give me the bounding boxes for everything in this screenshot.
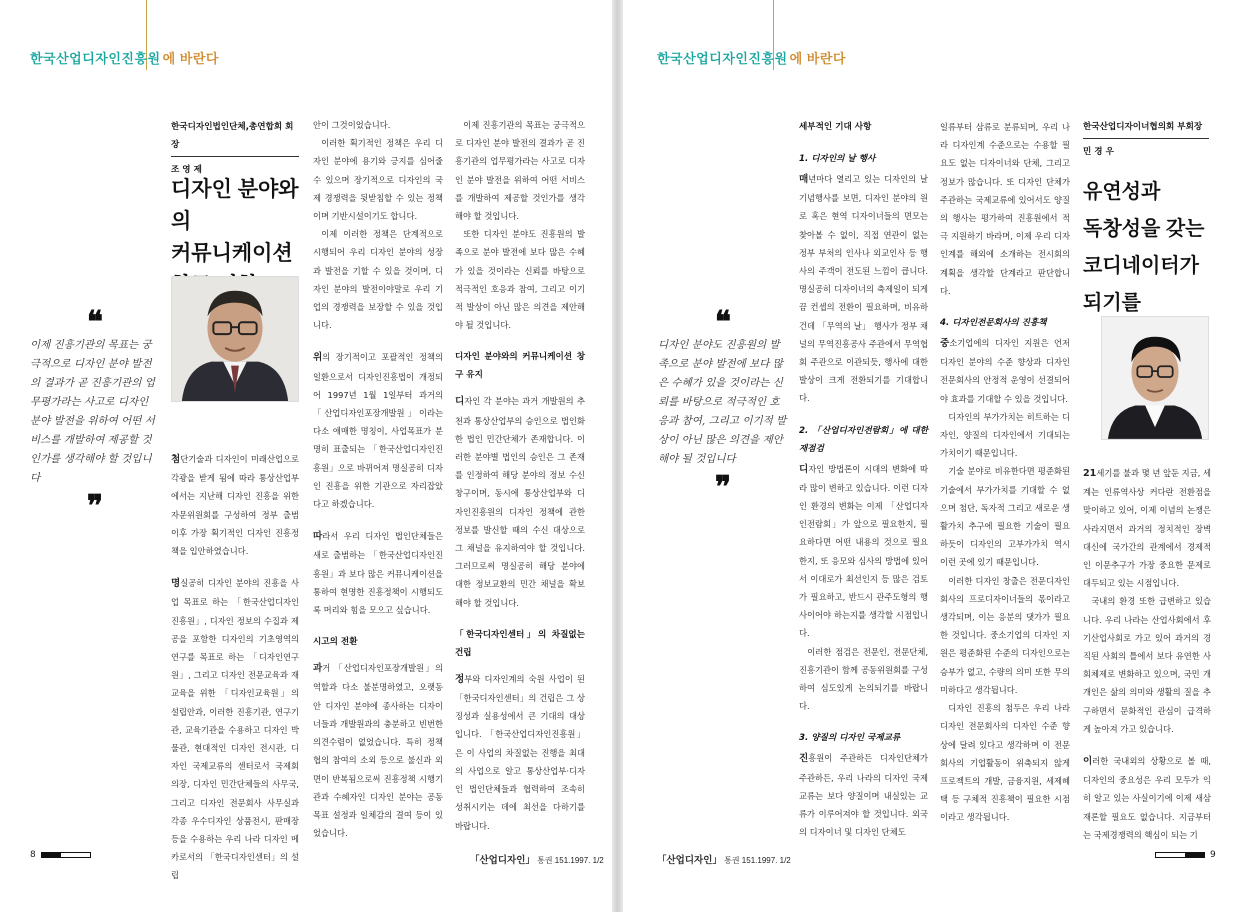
paragraph bbox=[940, 118, 1070, 300]
footer-magazine: 「산업디자인」 bbox=[470, 855, 535, 866]
title-line: 독창성을 갖는 bbox=[1083, 218, 1205, 240]
paragraph bbox=[940, 408, 1070, 463]
paragraph bbox=[799, 643, 928, 716]
paragraph bbox=[799, 460, 928, 643]
subsection-heading: 2. 「산업디자인전람회」에 대한 재점검 bbox=[799, 425, 928, 454]
header-tail: 에 바란다 bbox=[789, 51, 846, 66]
title-line: 코디네이터가 bbox=[1083, 255, 1199, 277]
paragraph bbox=[940, 334, 1070, 408]
header-org: 한국산업디자인진흥원 bbox=[30, 51, 161, 66]
paragraph-text: 이러한 획기적인 정책은 우리 디자인 분야에 용기와 긍지를 심어줄 수 있으며 장기적으로 디자인의 국제 경쟁력을 뒷받침할 수 있는 정책이며 기반시설이기도 합니다. bbox=[313, 138, 443, 222]
paragraph-text: 세기를 불과 몇 년 앞둔 지금, 세계는 인류역사상 커다란 전환점을 맞이하고 있어, 이제 이념의 논쟁은 사라지면서 과거의 정치적인 장벽 대신에 국가간의 관계에서 경제적인 이문추구가 가장 중요한 문제로 대두되고 있는 시점입니다. bbox=[1083, 468, 1211, 589]
quote-open-icon: ❝ bbox=[86, 305, 104, 340]
page-number-text: 9 bbox=[1210, 850, 1216, 860]
page-bar bbox=[1155, 852, 1205, 858]
quote-open-icon: ❝ bbox=[714, 305, 732, 340]
drop-cap: 21 bbox=[1083, 468, 1097, 479]
paragraph bbox=[455, 116, 585, 225]
drop-cap: 정 bbox=[455, 673, 465, 685]
drop-cap: 따 bbox=[313, 531, 323, 543]
author-name: 민 경 우 bbox=[1083, 147, 1114, 157]
footer-magazine: 「산업디자인」 bbox=[657, 855, 722, 866]
paragraph bbox=[313, 225, 443, 334]
section-heading: 디자인 분야와의 커뮤니케이션 창구 유지 bbox=[455, 352, 585, 381]
paragraph-text: 의 장기적이고 포괄적인 정책의 일환으로서 디자인진흥법이 개정되어 1997년 1월 1일부터 과거의 「산업디자인포장개발원」이라는 다소 애매한 명칭이, 사업목표가 분명히 표출되는 「한국산업디자인진흥원」으로 바뀌어져 명실공히 디자인 진흥을 위한 기관으로 자리잡았다고 하겠습니다. bbox=[313, 352, 443, 510]
text-column-2 bbox=[313, 116, 443, 842]
quote-close-icon: ❞ bbox=[714, 470, 732, 505]
paragraph-text: 자인 각 분야는 과거 개발원의 추천과 통상산업부의 승인으로 법인화한 법인 민간단체가 존재합니다. 이러한 분야별 법인의 승인은 그 존재를 인정하여 해당 분야의 정보 수신 창구이며, 동시에 통상산업부와 디자인진흥원의 디자인 정책에 관한 정보를 발신할 때의 수신 대상으로 그 채널을 유지하여야 할 것입니다. 그러므로써 명실공히 해당 분야에 대한 정보교환의 민간 채널을 확보해야 할 것입니다. bbox=[455, 396, 585, 608]
text-column-1 bbox=[171, 450, 299, 885]
title-line: 되기를 bbox=[1083, 292, 1141, 314]
page-number-text: 8 bbox=[30, 850, 36, 860]
left-page bbox=[0, 0, 612, 912]
paragraph-text: 이러한 점검은 전문인, 전문단체, 진흥기관이 함께 공동위원회를 구성하여 심도있게 논의되기를 바랍니다. bbox=[799, 646, 928, 712]
title-line: 커뮤니케이션 bbox=[171, 242, 293, 265]
author-photo bbox=[171, 276, 299, 402]
section-heading: 세부적인 기대 사항 bbox=[799, 122, 872, 132]
page-header bbox=[30, 48, 219, 67]
paragraph-text: 소기업에의 디자인 지원은 언저 디자인 분야의 수준 향상과 디자인 전문회사의 안정적 운영이 선결되어야 효과를 기대할 수 있을 것입니다. bbox=[940, 338, 1070, 404]
paragraph bbox=[171, 450, 299, 560]
author-name: 조 영 제 bbox=[171, 165, 202, 175]
header-tail: 에 바란다 bbox=[162, 51, 219, 66]
page-footer bbox=[470, 852, 604, 866]
text-column-3 bbox=[1083, 464, 1211, 844]
paragraph-text: 년마다 열리고 있는 디자인의 날 기념행사를 보면, 디자인 분야의 원로 혹은 현역 디자이너들의 면모는 찾아볼 수 없이, 직접 연관이 없는 정부 부처의 인사나 외교인사 등 행사의 주객이 전도된 느낌이 큽니다. 명실공히 디자이너의 축제일이 되게끔 컨셉의 전환이 필요하며, 비유하건데 「무역의 날」 행사가 정부 채널의 무역진흥공사 주관에서 무역협회 주관으로 이관되듯, 행사에 대한 발상이 크게 전환되기를 기대합니다. bbox=[799, 174, 928, 404]
paragraph bbox=[313, 134, 443, 225]
paragraph-text: 자인 방법론이 시대의 변화에 따라 많이 변하고 있습니다. 이런 디자인 환경의 변화는 이제 「산업디자인전람회」가 앞으로 필요한지, 필요하다면 어떤 내용의 것으로 필요한지, 또 응모와 심사의 방법에 있어서 이대로가 최선인지 등 많은 검토가 필요하고, 반드시 관주도형의 행사이어야 하는지를 생각할 시점입니다. bbox=[799, 463, 928, 639]
text-column-2 bbox=[940, 118, 1070, 827]
text-column-3 bbox=[455, 116, 585, 835]
subsection-heading: 4. 디자인전문회사의 진흥책 bbox=[940, 318, 1047, 329]
title-line: 디자인 분야와의 bbox=[171, 178, 299, 233]
drop-cap: 중 bbox=[940, 338, 950, 350]
pull-quote-text: 디자인 분야도 진흥원의 발족으로 분야 발전에 보다 많은 수혜가 있을 것이라는 신뢰를 바탕으로 적극적인 호응과 참여, 그리고 이기적 발상이 아닌 많은 의견을 제안해야 될 것입니다 bbox=[658, 339, 787, 465]
paragraph-text: 국내의 환경 또한 급변하고 있습니다. 우리 나라는 산업사회에서 후기산업사회로 가고 있어 과거의 경직된 사회의 틀에서 보다 유연한 사회체제로 변화하고 있으며, 국민 개개인은 삶의 의미와 생활의 질을 추구하면서 문화적인 관심이 급격하게 높아져 가고 있습니다. bbox=[1083, 596, 1211, 734]
page-footer bbox=[657, 852, 791, 866]
drop-cap: 진 bbox=[799, 753, 809, 765]
paragraph-text: 러한 국내외의 상황으로 볼 때, 디자인의 중요성은 우리 모두가 익히 알고 있는 사실이기에 이제 새삼 재론할 필요도 없습니다. 지금부터는 국제경쟁력의 핵심이 되는 기 bbox=[1083, 756, 1211, 840]
page-number bbox=[1155, 850, 1216, 860]
paragraph-text: 안이 그것이었습니다. bbox=[313, 120, 391, 130]
page-header bbox=[657, 48, 846, 67]
title-line: 유연성과 bbox=[1083, 181, 1161, 203]
paragraph-text: 이제 진흥기관의 목표는 궁극적으로 디자인 분야 발전의 결과가 곧 진흥기관의 업무평가라는 사고로 디자인 분야 발전을 위하여 어떤 서비스를 개발하여 제공할 것인가를 생각해야 할 것입니다. bbox=[455, 120, 585, 222]
paragraph bbox=[1083, 592, 1211, 738]
paragraph bbox=[940, 699, 1070, 826]
portrait-illustration bbox=[172, 277, 298, 401]
author-byline bbox=[1083, 118, 1209, 161]
paragraph bbox=[313, 527, 443, 619]
pull-quote bbox=[658, 305, 788, 505]
drop-cap: 디 bbox=[455, 396, 465, 408]
paragraph-text: 또한 디자인 분야도 진흥원의 발족으로 분야 발전에 보다 많은 수혜가 있을 것이라는 신뢰를 바탕으로 적극적인 호응과 참여, 그리고 이기적 발상이 아닌 많은 의견을 제안해야 될 것입니다. bbox=[455, 229, 585, 331]
author-photo bbox=[1101, 316, 1209, 440]
paragraph-text: 라서 우리 디자인 법인단체들은 새로 출범하는 「한국산업디자인진흥원」과 보다 많은 커뮤니케이션을 통하여 현명한 진흥정책이 시행되도록 머리와 힘을 모으고 싶습니다. bbox=[313, 531, 443, 616]
footer-issue: 통권 151.1997. 1/2 bbox=[724, 856, 791, 865]
paragraph bbox=[455, 225, 585, 334]
page-gutter bbox=[612, 0, 623, 912]
paragraph-text: 부와 디자인계의 숙원 사업이 된 「한국디자인센터」의 건립은 그 상징성과 실용성에서 큰 기대의 대상입니다. 「한국산업디자인진흥원」은 이 사업의 차질없는 진행을 최대의 사업으로 알고 통상산업부·디자인 법인단체들과 협력하여 조속히 성취시키는 데에 최선을 다하기를 바랍니다. bbox=[455, 673, 585, 831]
drop-cap: 명 bbox=[171, 578, 181, 590]
page-bar bbox=[41, 852, 91, 858]
paragraph bbox=[1083, 464, 1211, 592]
quote-close-icon: ❞ bbox=[86, 489, 104, 524]
paragraph-text: 기술 분야로 비유한다면 평준화된 기술에서 부가가치를 기대할 수 없으며 첨단, 독자적 그리고 새로운 생활가치 추구에 필요한 기술이 필요하듯이 디자인의 고부가가치 역시 이런 곳에 있기 때문입니다. bbox=[940, 466, 1070, 568]
paragraph-text: 흥원이 주관하든 디자인단체가 주관하든, 우리 나라의 디자인 국제교류는 보다 양질이며 내실있는 교류가 이루어져야 할 것입니다. 외국의 디자이너 및 디자인 단체도 bbox=[799, 753, 928, 838]
drop-cap: 위 bbox=[313, 352, 323, 364]
paragraph bbox=[799, 749, 928, 841]
paragraph-text: 실공히 디자인 분야의 진흥을 사업 목표로 하는 「한국산업디자인진흥원」, 디자인 정보의 수집과 제공을 포함한 디자인의 기초영역의 연구를 목표로 하는 「디자인연구원」, 그리고 디자인 전문교육과 재교육을 위한 「디자인교육원」의 설립안과, 이러한 진흥기관, 연구기관, 교육기관을 수용하고 디자인 박물관, 현대적인 디자인 전시관, 디자인 국제교류의 센터로서 국제회의장, 디자인 민간단체들의 사무국, 그리고 디자인 전문회사 사무실과 각종 우수디자인 상품전시, 판매장 등을 수용하는 우리 나라 디자인 메카로서의 「한국디자인센터」의 설립 bbox=[171, 578, 299, 881]
paragraph bbox=[940, 572, 1070, 699]
paragraph bbox=[1083, 752, 1211, 844]
footer-issue: 통권 151.1997. 1/2 bbox=[537, 856, 604, 865]
paragraph-text: 이제 이러한 정책은 단계적으로 시행되어 우리 디자인 분야의 성장과 발전을 기할 수 있을 것이며, 디자인 분야의 발전이야말로 우리 기업의 경쟁력을 보장할 수 있을 것입니다. bbox=[313, 229, 443, 331]
section-heading: 시고의 전환 bbox=[313, 637, 358, 648]
paragraph bbox=[940, 462, 1070, 571]
pull-quote-text: 이제 진흥기관의 목표는 궁극적으로 디자인 분야 발전의 결과가 곧 진흥기관의 업무평가라는 사고로 디자인 분야 발전을 위하여 어떤 서비스를 개발하여 제공할 것인가를 생각해야 할 것입니다 bbox=[30, 339, 155, 484]
text-column-1 bbox=[799, 118, 928, 842]
drop-cap: 디 bbox=[799, 463, 809, 475]
byline-rule bbox=[171, 156, 299, 157]
drop-cap: 과 bbox=[313, 663, 323, 675]
article-title bbox=[1083, 174, 1213, 322]
drop-cap: 매 bbox=[799, 174, 809, 185]
paragraph bbox=[313, 659, 443, 842]
portrait-illustration bbox=[1102, 317, 1208, 439]
paragraph bbox=[313, 116, 443, 134]
paragraph-text: 일류부터 삼류로 분류되며, 우리 나라 디자인계 수준으로는 수용할 필요도 없는 디자이너와 단체, 그리고 정보가 많습니다. 또 디자인 단체가 주관하는 국제교류에 있어서도 양질의 행사는 평가하여 진흥원에서 적극 지원하기 바라며, 이제 우리 디자인계를 해외에 소개하는 전시회의 계획을 생각할 단계라고 판단합니다. bbox=[940, 122, 1070, 296]
right-page bbox=[623, 0, 1235, 912]
paragraph bbox=[171, 574, 299, 884]
header-org: 한국산업디자인진흥원 bbox=[657, 51, 788, 66]
paragraph bbox=[799, 170, 928, 408]
pull-quote bbox=[30, 305, 160, 524]
drop-cap: 이 bbox=[1083, 756, 1093, 768]
subsection-heading: 3. 양질의 디자인 국제교류 bbox=[799, 733, 901, 744]
paragraph-text: 디자인 진흥의 첨두은 우리 나라 디자인 전문회사의 디자인 수준 향상에 달려 있다고 생각하며 이 전문회사의 기업활동이 위축되지 않게 프로젝트의 개발, 금융지원, 세제혜택 등 구체적 진흥책이 필요한 시점이라고 생각됩니다. bbox=[940, 703, 1070, 823]
author-byline bbox=[171, 118, 299, 179]
section-heading: 「한국디자인센터」의 차질없는 건립 bbox=[455, 629, 585, 658]
page-number bbox=[30, 850, 91, 860]
author-org: 한국산업디자이너협의회 부회장 bbox=[1083, 122, 1203, 132]
byline-rule bbox=[1083, 138, 1209, 139]
author-org: 한국디자인법인단체,총연합회 회장 bbox=[171, 122, 294, 150]
drop-cap: 첨 bbox=[171, 454, 181, 465]
paragraph-text: 단기술과 디자인이 미래산업으로 각광을 받게 됨에 따라 통상산업부에서는 지난해 디자인 진흥을 위한 자문위원회를 구성하여 정부 출범 이후 가장 획기적인 디자인 진흥정책을 입안하였습니다. bbox=[171, 454, 299, 557]
paragraph bbox=[313, 348, 443, 513]
paragraph-text: 디자인의 부가가치는 히트하는 디자인, 양질의 디자인에서 기대되는 가치이기 때문입니다. bbox=[940, 411, 1070, 459]
paragraph bbox=[455, 392, 585, 611]
paragraph-text: 이러한 디자인 창출은 전문디자인회사의 프로디자이너들의 몫이라고 생각되며, 이는 응분의 댓가가 필요한 것입니다. 중소기업의 디자인 지원은 평준화된 수준의 디자인으로는 승부가 없고, 수량의 의미 또한 무의미하다고 생각됩니다. bbox=[940, 575, 1070, 695]
paragraph-text: 거 「산업디자인포장개발원」의 역할과 다소 불분명하였고, 오랫동안 디자인 분야에 종사하는 디자이너들과 개발원과의 충분하고 빈번한 의견수렴이 없었습니다. 특히 정책협의 참여의 소외 등으로 불신과 외면이 반복됨으로써 진흥정책 시행기관과 수혜자인 디자인 분야는 공동목표 설정과 일체감의 결여 등이 있었습니다. bbox=[313, 663, 443, 839]
paragraph bbox=[455, 670, 585, 835]
subsection-heading: 1. 디자인의 날 행사 bbox=[799, 154, 876, 164]
